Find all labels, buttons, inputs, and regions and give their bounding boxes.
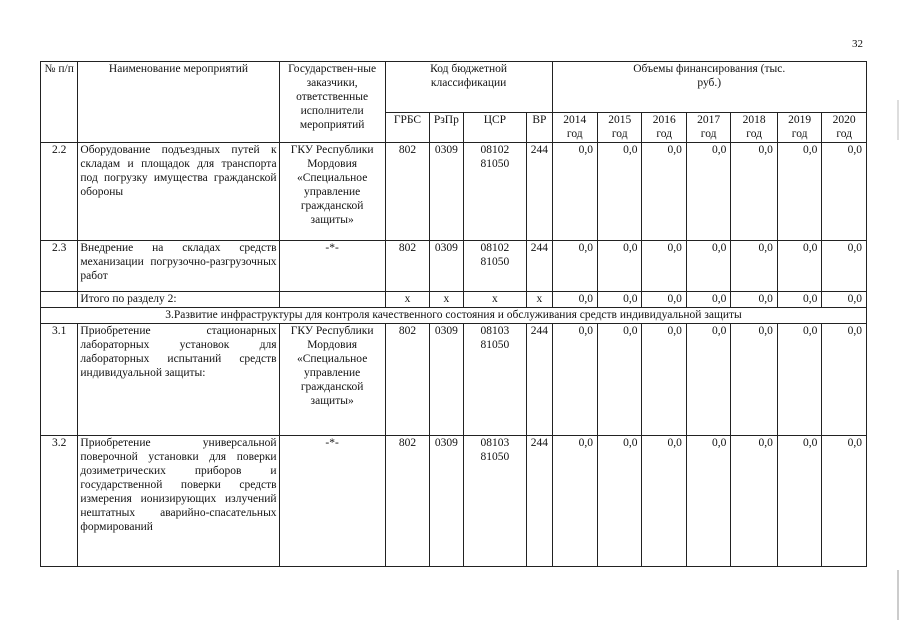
row-csr: 08102 81050 (463, 143, 527, 241)
row-value: 0,0 (731, 324, 778, 436)
table-row (41, 436, 867, 567)
subtotal-value: 0,0 (777, 292, 821, 308)
header-vr: ВР (527, 113, 552, 143)
row-value: 0,0 (597, 324, 641, 436)
subtotal-value: 0,0 (731, 292, 778, 308)
row-value: 0,0 (597, 241, 641, 292)
header-year: 2020 год (822, 113, 867, 143)
subtotal-value: 0,0 (822, 292, 867, 308)
subtotal-grbs: х (385, 292, 429, 308)
row-value: 0,0 (731, 436, 778, 567)
row-value: 0,0 (642, 436, 686, 567)
row-value: 0,0 (822, 143, 867, 241)
row-grbs: 802 (385, 241, 429, 292)
row-value: 0,0 (777, 241, 821, 292)
header-year: 2015 год (597, 113, 641, 143)
row-grbs: 802 (385, 436, 429, 567)
row-grbs: 802 (385, 143, 429, 241)
row-value: 0,0 (552, 143, 597, 241)
row-name: Внедрение на складах средств механизации погрузочно-разгрузочных работ (78, 241, 279, 292)
table-row (41, 241, 867, 292)
row-value: 0,0 (552, 241, 597, 292)
row-value: 0,0 (552, 436, 597, 567)
row-customer: -*- (279, 436, 385, 567)
row-no: 2.2 (41, 143, 78, 241)
row-customer: ГКУ Республики Мордовия «Специальное управление гражданской защиты» (279, 143, 385, 241)
row-value: 0,0 (731, 143, 778, 241)
subtotal-rzpr: х (430, 292, 463, 308)
subtotal-row (41, 292, 867, 308)
header-year: 2018 год (731, 113, 778, 143)
row-vr: 244 (527, 143, 552, 241)
subtotal-value: 0,0 (552, 292, 597, 308)
row-csr: 08102 81050 (463, 241, 527, 292)
row-value: 0,0 (642, 143, 686, 241)
row-value: 0,0 (597, 143, 641, 241)
subtotal-value: 0,0 (597, 292, 641, 308)
row-name: Оборудование подъездных путей к складам и площадок для транспорта под погрузку имущества гражданской обороны (78, 143, 279, 241)
row-rzpr: 0309 (430, 436, 463, 567)
header-budget-code: Код бюджетной классификации (385, 62, 552, 113)
header-year: 2016 год (642, 113, 686, 143)
scan-edge-mark (897, 100, 899, 620)
row-vr: 244 (527, 241, 552, 292)
header-year: 2014 год (552, 113, 597, 143)
subtotal-csr: х (463, 292, 527, 308)
header-year: 2017 год (686, 113, 730, 143)
header-year: 2019 год (777, 113, 821, 143)
header-row (41, 62, 867, 113)
row-value: 0,0 (597, 436, 641, 567)
row-value: 0,0 (731, 241, 778, 292)
header-csr: ЦСР (463, 113, 527, 143)
row-value: 0,0 (552, 324, 597, 436)
header-rzpr: РзПр (430, 113, 463, 143)
row-customer: -*- (279, 241, 385, 292)
subtotal-label: Итого по разделу 2: (78, 292, 279, 308)
row-value: 0,0 (686, 143, 730, 241)
row-value: 0,0 (777, 324, 821, 436)
row-value: 0,0 (642, 241, 686, 292)
header-name: Наименование мероприятий (78, 62, 279, 143)
row-vr: 244 (527, 436, 552, 567)
row-value: 0,0 (822, 324, 867, 436)
row-rzpr: 0309 (430, 241, 463, 292)
header-customers: Государствен-ные заказчики, ответственные исполнители мероприятий (279, 62, 385, 143)
section-row (41, 308, 867, 324)
row-value: 0,0 (822, 436, 867, 567)
row-rzpr: 0309 (430, 143, 463, 241)
row-value: 0,0 (642, 324, 686, 436)
row-value: 0,0 (777, 143, 821, 241)
header-grbs: ГРБС (385, 113, 429, 143)
header-no: № п/п (41, 62, 78, 143)
row-no: 3.1 (41, 324, 78, 436)
row-value: 0,0 (777, 436, 821, 567)
page-number: 32 (852, 38, 863, 50)
row-value: 0,0 (822, 241, 867, 292)
table-row (41, 324, 867, 436)
subtotal-value: 0,0 (642, 292, 686, 308)
row-no: 2.3 (41, 241, 78, 292)
table-row (41, 143, 867, 241)
row-customer: ГКУ Республики Мордовия «Специальное управление гражданской защиты» (279, 324, 385, 436)
row-rzpr: 0309 (430, 324, 463, 436)
subtotal-value: 0,0 (686, 292, 730, 308)
financing-table (40, 61, 867, 567)
row-no: 3.2 (41, 436, 78, 567)
row-grbs: 802 (385, 324, 429, 436)
row-csr: 08103 81050 (463, 324, 527, 436)
row-value: 0,0 (686, 241, 730, 292)
header-financing: Объемы финансирования (тыс. руб.) (552, 62, 867, 113)
row-value: 0,0 (686, 436, 730, 567)
row-value: 0,0 (686, 324, 730, 436)
row-name: Приобретение стационарных лабораторных установок для лабораторных испытаний средств индивидуальной защиты: (78, 324, 279, 436)
row-vr: 244 (527, 324, 552, 436)
row-csr: 08103 81050 (463, 436, 527, 567)
section-title: 3.Развитие инфраструктуры для контроля качественного состояния и обслуживания средств индивидуальной защиты (41, 308, 867, 324)
subtotal-vr: х (527, 292, 552, 308)
row-name: Приобретение универсальной поверочной установки для поверки дозиметрических приборов и государственной поверки средств измерения ионизирующих излучений нештатных аварийно-спасательных формирований (78, 436, 279, 567)
